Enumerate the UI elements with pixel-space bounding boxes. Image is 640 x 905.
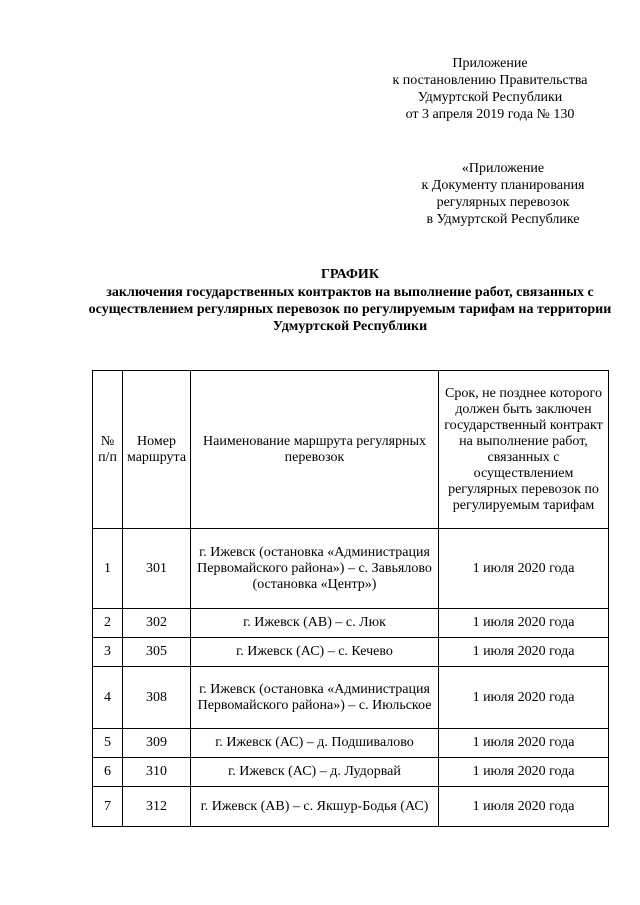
cell-num: 4 [93, 667, 123, 729]
cell-deadline: 1 июля 2020 года [439, 529, 609, 609]
cell-deadline: 1 июля 2020 года [439, 609, 609, 638]
cell-deadline: 1 июля 2020 года [439, 729, 609, 758]
cell-route-number: 309 [123, 729, 191, 758]
inner-appendix-line: «Приложение [461, 161, 545, 176]
routes-table [92, 370, 609, 827]
cell-num: 1 [93, 529, 123, 609]
cell-num: 5 [93, 729, 123, 758]
inner-appendix-block [398, 160, 608, 228]
table-row [93, 787, 609, 827]
table-row [93, 758, 609, 787]
cell-num: 6 [93, 758, 123, 787]
header-deadline: Срок, не позднее которого должен быть заключен государственный контракт на выполнение работ, связанных с осуществлением регулярных перевозок по регулируемым тарифам [439, 371, 609, 529]
cell-route-number: 301 [123, 529, 191, 609]
cell-deadline: 1 июля 2020 года [439, 787, 609, 827]
cell-route-number: 302 [123, 609, 191, 638]
cell-route-name: г. Ижевск (остановка «Администрация Первомайского района») – с. Июльское [191, 667, 439, 729]
cell-route-name: г. Ижевск (АС) – д. Лудорвай [191, 758, 439, 787]
table-row [93, 729, 609, 758]
header-route-name: Наименование маршрута регулярных перевозок [191, 371, 439, 529]
cell-route-name: г. Ижевск (остановка «Администрация Первомайского района») – с. Завьялово (остановка «Центр») [191, 529, 439, 609]
table-row [93, 529, 609, 609]
cell-route-name: г. Ижевск (АС) – д. Подшивалово [191, 729, 439, 758]
cell-route-number: 308 [123, 667, 191, 729]
appendix-line: от 3 апреля 2019 года № 130 [405, 107, 575, 122]
cell-num: 7 [93, 787, 123, 827]
appendix-line: Удмуртской Республики [417, 90, 563, 105]
cell-num: 2 [93, 609, 123, 638]
appendix-line: Приложение [452, 56, 528, 71]
table-row [93, 638, 609, 667]
table-row [93, 667, 609, 729]
cell-route-name: г. Ижевск (АВ) – с. Якшур-Бодья (АС) [191, 787, 439, 827]
cell-route-number: 305 [123, 638, 191, 667]
cell-route-name: г. Ижевск (АС) – с. Кечево [191, 638, 439, 667]
document-title: ГРАФИК [321, 267, 379, 282]
cell-deadline: 1 июля 2020 года [439, 638, 609, 667]
inner-appendix-line: регулярных перевозок [436, 195, 570, 210]
table-row [93, 609, 609, 638]
cell-route-number: 312 [123, 787, 191, 827]
appendix-line: к постановлению Правительства [392, 73, 588, 88]
cell-deadline: 1 июля 2020 года [439, 758, 609, 787]
table-header-row [93, 371, 609, 529]
document-subtitle: заключения государственных контрактов на выполнение работ, связанных с осуществлением регулярных перевозок по регулируемым тарифам на территории Удмуртской Республики [88, 285, 612, 334]
cell-num: 3 [93, 638, 123, 667]
header-route-number: Номер маршрута [123, 371, 191, 529]
cell-deadline: 1 июля 2020 года [439, 667, 609, 729]
inner-appendix-line: в Удмуртской Республике [426, 212, 580, 227]
cell-route-name: г. Ижевск (АВ) – с. Люк [191, 609, 439, 638]
inner-appendix-line: к Документу планирования [421, 178, 585, 193]
appendix-block [370, 55, 610, 123]
cell-route-number: 310 [123, 758, 191, 787]
header-num: № п/п [93, 371, 123, 529]
